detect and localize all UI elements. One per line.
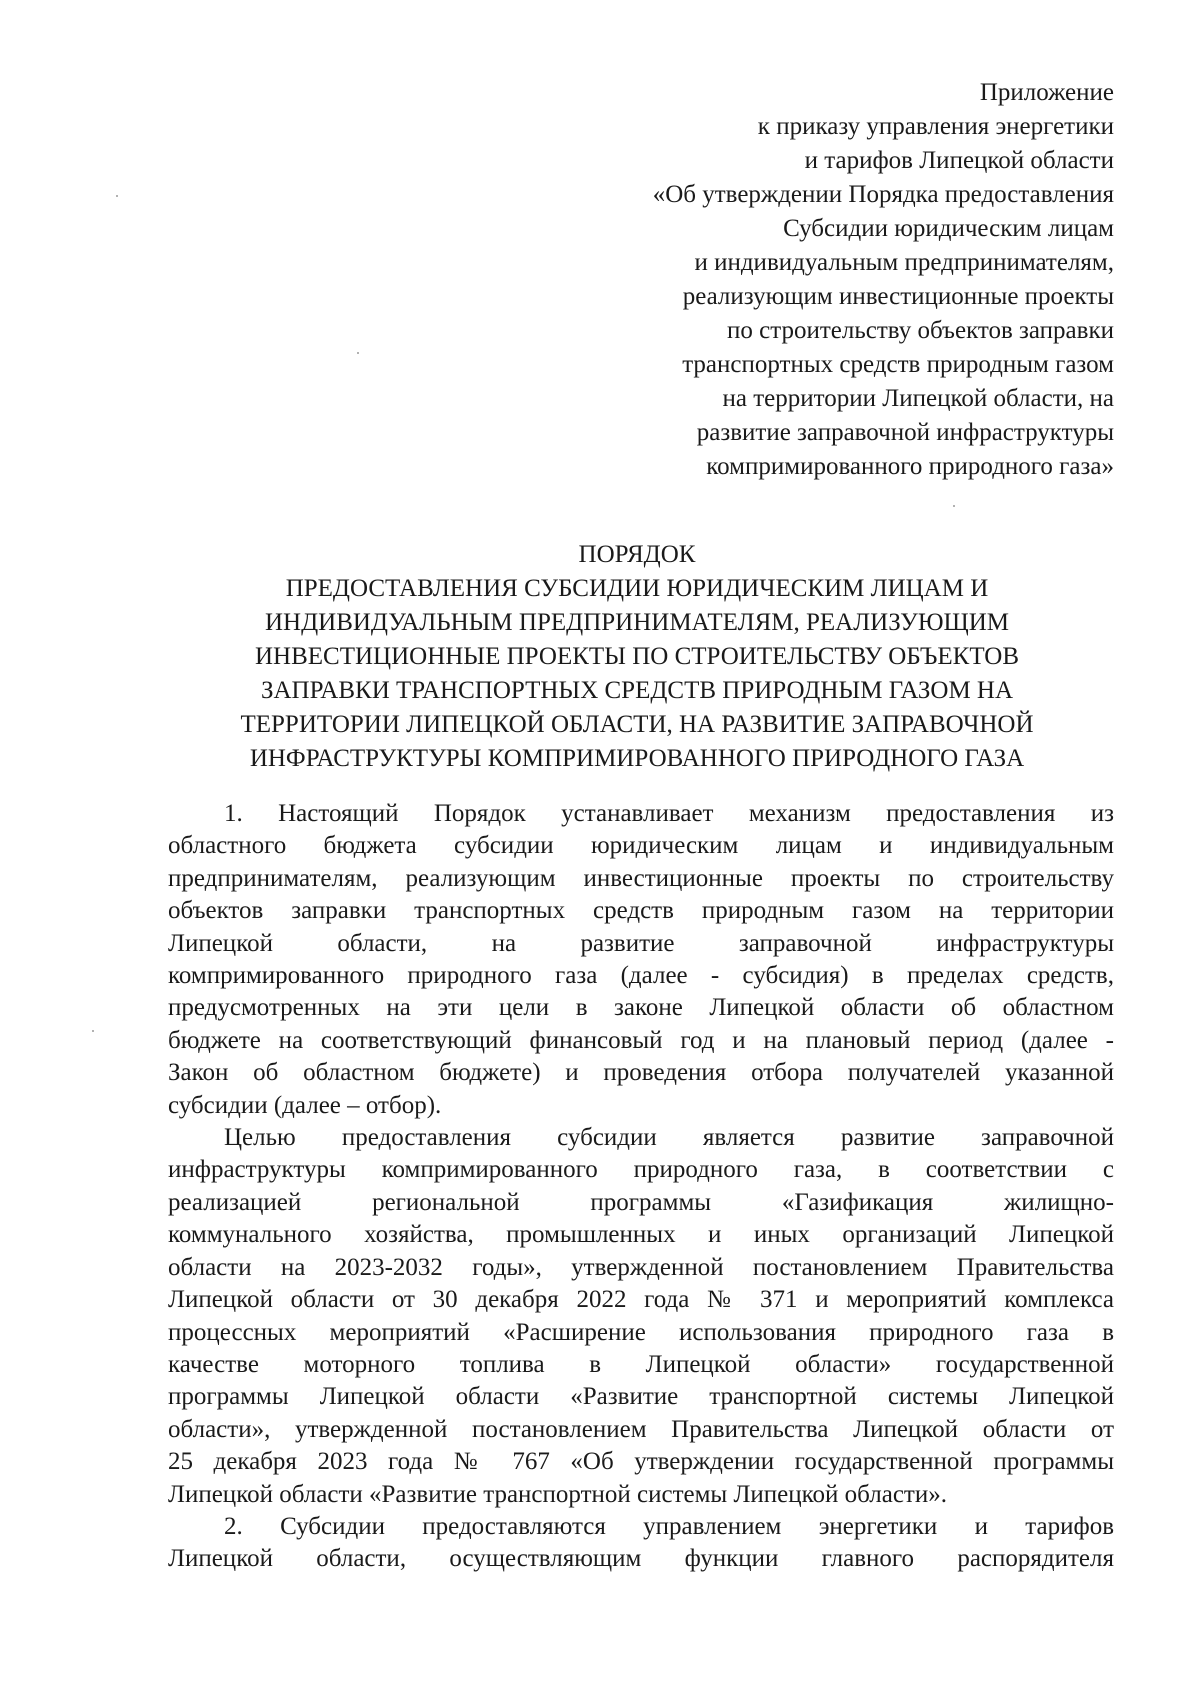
body-line: области на 2023-2032 годы», утвержденной постановлением Правительства <box>168 1253 1114 1281</box>
appendix-block <box>560 76 1114 484</box>
scan-speck <box>953 505 955 507</box>
title-line: ПРЕДОСТАВЛЕНИЯ СУБСИДИИ ЮРИДИЧЕСКИМ ЛИЦАМ И <box>285 575 989 602</box>
document-title <box>160 538 1114 776</box>
appendix-line: на территории Липецкой области, на <box>722 385 1114 412</box>
appendix-line: Приложение <box>979 79 1114 106</box>
title-heading: ПОРЯДОК <box>578 541 696 568</box>
title-line: ИНФРАСТРУКТУРЫ КОМПРИМИРОВАННОГО ПРИРОДНОГО ГАЗА <box>249 745 1025 772</box>
title-line: ЗАПРАВКИ ТРАНСПОРТНЫХ СРЕДСТВ ПРИРОДНЫМ ГАЗОМ НА <box>260 677 1014 704</box>
appendix-line: к приказу управления энергетики <box>757 113 1114 140</box>
appendix-line: транспортных средств природным газом <box>682 351 1114 378</box>
appendix-line: реализующим инвестиционные проекты <box>682 283 1114 310</box>
body-line: бюджете на соответствующий финансовый год и на плановый период (далее - <box>168 1026 1114 1054</box>
body-line: коммунального хозяйства, промышленных и иных организаций Липецкой <box>168 1221 1114 1249</box>
title-line: ИНВЕСТИЦИОННЫЕ ПРОЕКТЫ ПО СТРОИТЕЛЬСТВУ ОБЪЕКТОВ <box>254 643 1020 670</box>
body-line: инфраструктуры компримированного природного газа, в соответствии с <box>168 1156 1114 1184</box>
paragraph-3 <box>168 1511 1114 1576</box>
body-line: субсидии (далее – отбор). <box>168 1091 442 1119</box>
appendix-line: и индивидуальным предпринимателям, <box>694 249 1114 276</box>
body-line: предпринимателям, реализующим инвестиционные проекты по строительству <box>168 864 1114 892</box>
body-line: качестве моторного топлива в Липецкой области» государственной <box>168 1350 1114 1378</box>
body-line: области», утвержденной постановлением Правительства Липецкой области от <box>168 1415 1114 1443</box>
body-line: 25 декабря 2023 года № 767 «Об утверждении государственной программы <box>168 1448 1114 1476</box>
document-body <box>168 798 1114 1576</box>
body-line: объектов заправки транспортных средств природным газом на территории <box>168 897 1114 925</box>
paragraph-1 <box>168 798 1114 1122</box>
body-line: компримированного природного газа (далее - субсидия) в пределах средств, <box>168 962 1114 990</box>
body-line: программы Липецкой области «Развитие транспортной системы Липецкой <box>168 1383 1114 1411</box>
body-line: Липецкой области от 30 декабря 2022 года № 371 и мероприятий комплекса <box>168 1286 1114 1314</box>
scan-speck <box>357 352 359 354</box>
appendix-line: развитие заправочной инфраструктуры <box>696 419 1114 446</box>
scan-speck <box>92 1030 94 1032</box>
appendix-line: Субсидии юридическим лицам <box>783 215 1114 242</box>
appendix-line: по строительству объектов заправки <box>727 317 1114 344</box>
appendix-line: компримированного природного газа» <box>706 453 1114 480</box>
body-line: Липецкой области «Развитие транспортной системы Липецкой области». <box>168 1480 947 1508</box>
appendix-line: «Об утверждении Порядка предоставления <box>652 181 1114 208</box>
appendix-line: и тарифов Липецкой области <box>804 147 1114 174</box>
title-line: ИНДИВИДУАЛЬНЫМ ПРЕДПРИНИМАТЕЛЯМ, РЕАЛИЗУЮЩИМ <box>264 609 1010 636</box>
body-line: предусмотренных на эти цели в законе Липецкой области об областном <box>168 994 1114 1022</box>
body-line: областного бюджета субсидии юридическим лицам и индивидуальным <box>168 832 1114 860</box>
body-line: процессных мероприятий «Расширение использования природного газа в <box>168 1318 1114 1346</box>
body-line: 1. Настоящий Порядок устанавливает механизм предоставления из <box>224 800 1114 827</box>
paragraph-2 <box>168 1122 1114 1511</box>
title-line: ТЕРРИТОРИИ ЛИПЕЦКОЙ ОБЛАСТИ, НА РАЗВИТИЕ ЗАПРАВОЧНОЙ <box>240 711 1034 738</box>
body-line: 2. Субсидии предоставляются управлением энергетики и тарифов <box>224 1512 1114 1540</box>
body-line: реализацией региональной программы «Газификация жилищно- <box>168 1188 1114 1216</box>
body-line: Липецкой области, осуществляющим функции главного распорядителя <box>168 1545 1114 1573</box>
scan-speck <box>116 195 118 197</box>
body-line: Закон об областном бюджете) и проведения отбора получателей указанной <box>168 1059 1114 1087</box>
body-line: Целью предоставления субсидии является развитие заправочной <box>224 1124 1114 1152</box>
body-line: Липецкой области, на развитие заправочной инфраструктуры <box>168 929 1114 957</box>
